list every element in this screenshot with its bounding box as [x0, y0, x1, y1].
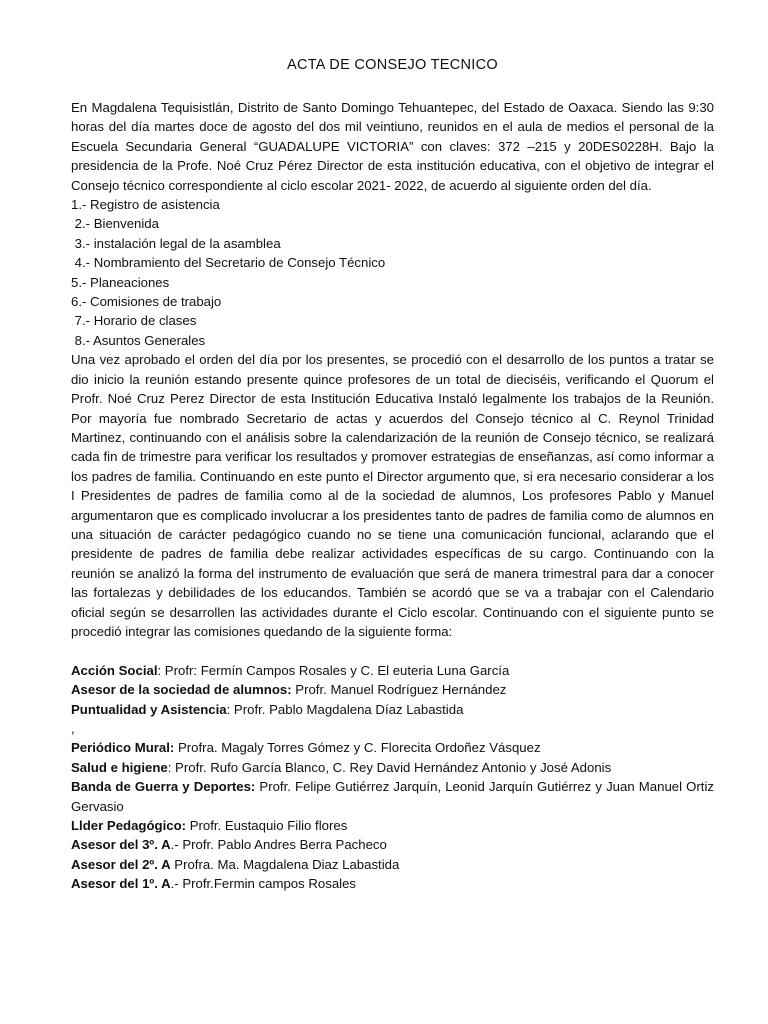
commission-members: : Profr. Pablo Magdalena Díaz Labastida — [226, 701, 464, 717]
commission-members: Profra. Ma. Magdalena Diaz Labastida — [170, 856, 400, 872]
commission-item — [71, 874, 714, 893]
commission-item — [71, 758, 714, 777]
commission-members: : Profr: Fermín Campos Rosales y C. El euteria Luna García — [157, 662, 510, 678]
commission-item — [71, 680, 714, 699]
document-body — [71, 98, 714, 894]
commission-label: Llder Pedagógico: — [71, 818, 187, 834]
agenda-item: 7.- Horario de clases — [71, 313, 197, 329]
agenda-list — [71, 195, 714, 350]
commission-members: Profr. Manuel Rodríguez Hernández — [291, 682, 507, 698]
commission-item — [71, 661, 714, 680]
commission-label: Asesor del 2º. A — [71, 856, 171, 872]
agenda-item: 8.- Asuntos Generales — [71, 332, 206, 348]
commission-item — [71, 700, 714, 719]
agenda-item: 4.- Nombramiento del Secretario de Consejo Técnico — [71, 255, 386, 271]
commission-item — [71, 835, 714, 854]
agenda-item: 6.- Comisiones de trabajo — [71, 294, 222, 310]
commissions-list — [71, 661, 714, 894]
agenda-item: 3.- instalación legal de la asamblea — [71, 235, 281, 251]
commission-label: Asesor de la sociedad de alumnos: — [71, 682, 292, 698]
commission-label: Periódico Mural: — [71, 740, 175, 756]
commission-item — [71, 777, 714, 816]
commission-members: .- Profr. Pablo Andres Berra Pacheco — [170, 837, 387, 853]
commission-label: Asesor del 1º. A — [71, 876, 171, 892]
agenda-item: 5.- Planeaciones — [71, 274, 170, 290]
intro-paragraph: En Magdalena Tequisistlán, Distrito de Santo Domingo Tehuantepec, del Estado de Oaxaca. Siendo las 9:30 horas del día martes doce de agosto del dos mil veintiuno, reunidos en el aula de medios el personal de la Escuela Secundaria General “GUADALUPE VICTORIA” con claves: 372 –215 y 20DES0228H. Bajo la presidencia de la Profe. Noé Cruz Pérez Director de esta institución educativa, con el objetivo de integrar el Consejo técnico correspondiente al ciclo escolar 2021- 2022, de acuerdo al siguiente orden del día. — [71, 100, 714, 193]
commission-item — [71, 855, 714, 874]
agenda-item: 1.- Registro de asistencia — [71, 197, 220, 213]
spacer — [71, 641, 714, 660]
commission-item — [71, 816, 714, 835]
agenda-item: 2.- Bienvenida — [71, 216, 159, 232]
stray-mark: , — [71, 720, 75, 736]
commission-members: Profr. Felipe Gutiérrez Jarquín, Leonid Jarquín Gutiérrez y Juan Manuel Ortiz Gervasio — [71, 779, 714, 814]
commission-members: : Profr. Rufo García Blanco, C. Rey David Hernández Antonio y José Adonis — [167, 759, 612, 775]
development-paragraph: Una vez aprobado el orden del día por los presentes, se procedió con el desarrollo de los puntos a tratar se dio inicio la reunión estando presente quince profesores de un total de dieciséis, verificando el Quorum el Profr. Noé Cruz Perez Director de esta Institución Educativa Instaló legalmente los trabajos de la Reunión. Por mayoría fue nombrado Secretario de actas y acuerdos del Consejo técnico al C. Reynol Trinidad Martinez, continuando con el análisis sobre la calendarización de la reunión de Consejo técnico, se realizará cada fin de trimestre para verificar los resultados y promover estrategias de enseñanzas, así como informar a los padres de familia. Continuando en este punto el Director argumento que, si era necesario considerar a los I Presidentes de padres de familia como al de la sociedad de alumnos, Los profesores Pablo y Manuel argumentaron que es complicado involucrar a los presidentes tanto de padres de familia como de alumnos en una situación de carácter pedagógico cuando no se tiene una comunicación funcional, aclarando que el presidente de padres de familia debe realizar actividades específicas de su cargo. Continuando con la reunión se analizó la forma del instrumento de evaluación que será de manera trimestral para dar a conocer las fortalezas y debilidades de los educandos. También se acordó que se va a trabajar con el Calendario oficial según se desarrollen las actividades durante el Ciclo escolar. Continuando con el siguiente punto se procedió integrar las comisiones quedando de la siguiente forma: — [71, 352, 714, 639]
document-title: ACTA DE CONSEJO TECNICO — [286, 57, 498, 73]
commission-label: Asesor del 3º. A — [71, 837, 171, 853]
commission-label: Salud e higiene — [71, 759, 168, 775]
commission-item — [71, 738, 714, 757]
commission-label: Puntualidad y Asistencia — [71, 701, 227, 717]
commission-label: Banda de Guerra y Deportes: — [71, 779, 256, 795]
commission-members: .- Profr.Fermin campos Rosales — [170, 876, 357, 892]
commission-members: Profr. Eustaquio Filio flores — [186, 818, 348, 834]
commission-label: Acción Social — [71, 662, 158, 678]
commission-members: Profra. Magaly Torres Gómez y C. Florecita Ordoñez Vásquez — [174, 740, 541, 756]
